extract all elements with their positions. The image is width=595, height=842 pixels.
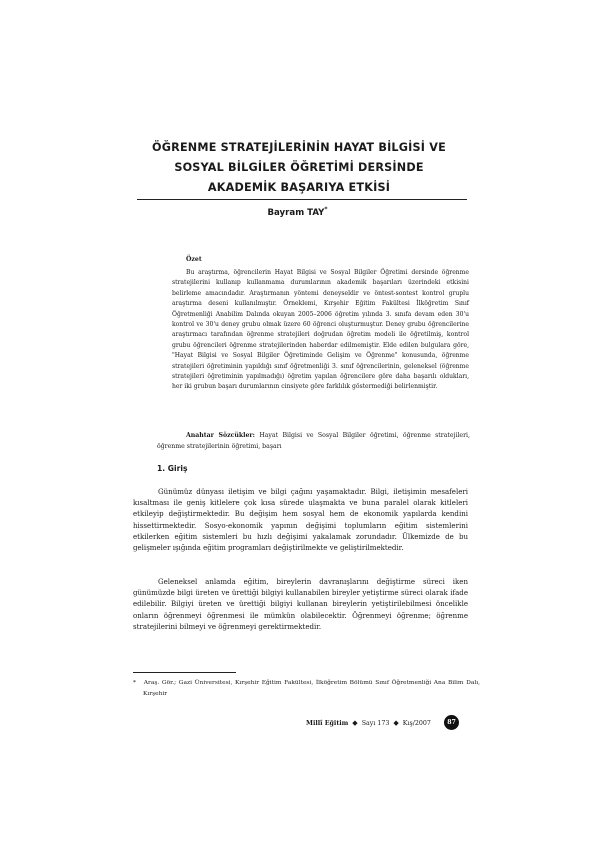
author-name: Bayram TAY xyxy=(267,207,325,218)
title-line-1: ÖĞRENME STRATEJİLERİNİN HAYAT BİLGİSİ VE xyxy=(152,141,446,154)
title-line-2: SOSYAL BİLGİLER ÖĞRETİMİ DERSİNDE xyxy=(174,161,424,174)
footnote xyxy=(133,678,480,699)
title-line-3: AKADEMİK BAŞARIYA ETKİSİ xyxy=(207,181,391,194)
journal-name: Millî Eğitim xyxy=(306,719,349,727)
keywords xyxy=(157,430,470,452)
title-rule xyxy=(137,199,467,200)
footnote-text: Araş. Gör.; Gazi Üniversitesi, Kırşehir Eğitim Fakültesi, İlköğretim Bölümü Sınıf Öğretmenliği Ana Bilim Dalı, Kırşehir xyxy=(143,680,480,697)
keywords-label: Anahtar Sözcükler: xyxy=(186,432,255,439)
abstract-text: Bu araştırma, öğrencilerin Hayat Bilgisi ve Sosyal Bilgiler Öğretimi dersinde öğrenme stratejilerini kullanıp kullanmama durumlarının akademik başarıları üzerindeki etkisini belirleme amacındadır. Araştırmanın yöntemi deneyseldir ve öntest-sontest kontrol gruplu araştırma deseni kullanılmıştır. Örneklemi, Kırşehir Eğitim Fakültesi İlköğretim Sınıf Öğretmenliği Anabilim Dalında okuyan 2005–2006 öğretim yılında 3. sınıfa devam eden 30'u kontrol ve 30'u deney grubu olmak üzere 60 öğrenci oluşturmuştur. Deney grubu öğrencilerine araştırmacı tarafından öğrenme stratejileri doğrudan öğretim modeli ile öğretilmiş, kontrol grubu öğrencileri öğrenme stratejilerinden haberdar edilmemiştir. Elde edilen bulgulara göre, "Hayat Bilgisi ve Sosyal Bilgiler Öğretiminde Gelişim ve Öğrenme" konusunda, öğrenme stratejileri öğretiminin yapıldığı sınıf öğretmenliği 3. sınıf öğrencilerinin, geleneksel (öğrenme stratejileri öğretiminin yapılmadığı) öğretim yapılan öğrencilere göre daha başarılı oldukları, her iki grubun başarı durumlarının cinsiyete göre farklılık göstermediği belirlenmiştir. xyxy=(172,269,469,391)
keywords-text: Hayat Bilgisi ve Sosyal Bilgiler öğretimi, öğrenme stratejileri, öğrenme stratejilerinin öğretimi, başarı xyxy=(157,432,470,450)
abstract-heading: Özet xyxy=(186,256,202,263)
author xyxy=(0,206,595,218)
issue-number: Sayı 173 xyxy=(361,719,390,727)
page-number: 87 xyxy=(447,719,456,726)
diamond-icon: ◆ xyxy=(393,719,399,727)
author-footnote-mark: * xyxy=(324,206,328,213)
footnote-rule xyxy=(133,672,236,673)
footnote-mark: * xyxy=(133,680,136,686)
page-footer xyxy=(306,719,431,727)
section-heading: 1. Giriş xyxy=(157,464,188,473)
page-number-badge xyxy=(444,715,459,730)
issue-season: Kış/2007 xyxy=(402,719,431,727)
diamond-icon: ◆ xyxy=(352,719,358,727)
body-paragraph-2: Geleneksel anlamda eğitim, bireylerin davranışlarını değiştirme süreci iken günümüzde bilgi üreten ve ürettiği bilgiyi kullanabilen bireyler yetiştirme süreci olarak ifade edilebilir. Bilgiyi üreten ve ürettiği bilgiyi kullanan bireylerin yetiştirilebilmesi öncelikle onların öğrenmeyi öğrenmesi ile mümkün olabilecektir. Öğrenmeyi öğrenme; öğrenme stratejilerini bilmeyi ve öğrenmeyi gerektirmektedir. xyxy=(133,577,468,631)
body-paragraph-1: Günümüz dünyası iletişim ve bilgi çağını yaşamaktadır. Bilgi, iletişimin mesafeleri kısaltması ile geniş kitlelere çok kısa sürede ulaşmakta ve buna paralel olarak kitleleri etkileyip değiştirmektedir. Bu değişim hem sosyal hem de ekonomik yapılarda kendini hissettirmektedir. Sosyo-ekonomik yapının değişimi toplumların eğitim sistemlerini etkilerken eğitim sistemleri bu hızlı değişimi yakalamak zorundadır. Ülkemizde de bu gelişmeler ışığında eğitim programları değiştirilmekte ve geliştirilmektedir. xyxy=(133,487,468,553)
paper-title xyxy=(120,138,478,198)
